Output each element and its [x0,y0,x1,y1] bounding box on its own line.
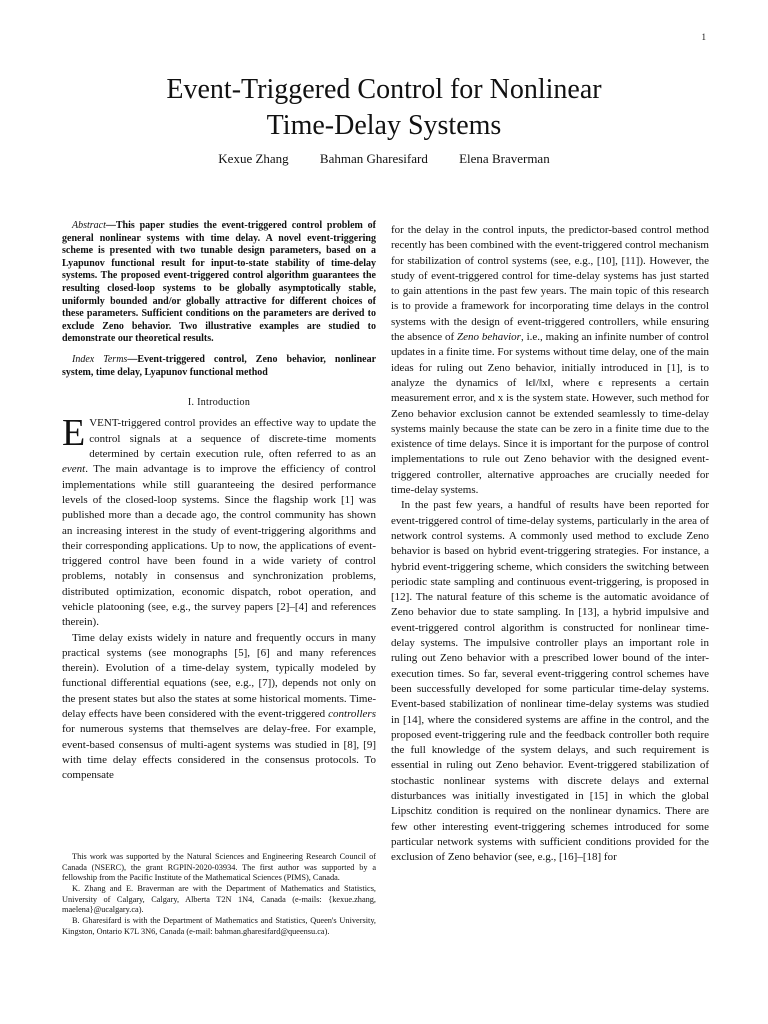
footnote-affiliation-2: B. Gharesifard is with the Department of Mathematics and Statistics, Queen's University, Kingston, Ontario K7L 3N6, Canada (e-mail: bahman.gharesifard@queensu.ca). [62,916,376,936]
footnotes [62,852,376,938]
intro-p2-text-b: for numerous systems that themselves are delay-free. For example, event-based consensus of multi-agent systems was studied in [8], [9] with time delay effects considered in the consensus protocols. To compensate [62,723,376,782]
intro-p2-emphasis: controllers [328,708,376,721]
page-number: 1 [701,32,706,42]
author-2: Bahman Gharesifard [319,151,428,166]
title-line-1: Event-Triggered Control for Nonlinear [166,74,602,105]
right-p1-emphasis: Zeno behavior [457,331,521,344]
intro-p2-text-a: Time delay exists widely in nature and frequently occurs in many practical systems (see monographs [5], [6] and many references therein). Evolution of a time-delay system, typically modeled by functional differential equations (see, e.g., [7]), depends not only on the present states but also the states at some historical moments. Time-delay effects have been considered with the event-triggered [62,631,376,721]
abstract [62,220,376,346]
intro-p1-text-a: VENT-triggered control provides an effective way to update the control signals at a sequence of discrete-time moments determined by certain execution rule, often referred to as an [89,417,376,461]
index-terms [62,354,376,379]
left-column [62,220,376,784]
index-terms-text: —Event-triggered control, Zeno behavior, nonlinear system, time delay, Lyapunov functional method [62,353,377,378]
right-p1-text-b: , i.e., making an infinite number of control updates in a finite time. For systems without time delay, one of the main ideas for ruling out Zeno behavior, initially introduced in [1], is to analyze the dynamics of ‖ϵ‖/‖x‖, where ϵ represents a certain measurement error, and x is the system state. However, such method for Zeno behavior exclusion cannot be extended seamlessly to time-delay systems mainly because the state can be zero in a finite time due to the existence of time delays. Since it is important for the purpose of control implementations to rule out Zeno behavior with the designed event-triggered controller, alternative approaches are crucially needed for time-delay systems. [391,331,709,497]
footnote-funding: This work was supported by the Natural Sciences and Engineering Research Council of Canada (NSERC), the grant RGPIN-2020-03934. The first author was supported by a fellowship from the Pacific Institute of the Mathematical Sciences (PIMS), Canada. [62,852,376,883]
index-terms-label: Index Terms [72,353,128,365]
intro-p1-text-b: . The main advantage is to improve the efficiency of control implementations while still guaranteeing the desired performance levels of the closed-loop systems. Since the flagship work [1] was published more than a decade ago, the control community has shown an increasing interest in the study of event-triggering algorithms and their corresponding applications. Up to now, the applications of event-triggered control have been found in a wide variety of control problems, notably in consensus and synchronization problems, distributed optimization, economic dispatch, robot operation, and vehicle platooning (see, e.g., the survey papers [2]–[4] and references therein). [62,463,376,629]
intro-p1-emphasis: event [62,463,86,476]
abstract-label: Abstract [72,220,106,231]
footnote-affiliation-1: K. Zhang and E. Braverman are with the Department of Mathematics and Statistics, University of Calgary, Calgary, Alberta T2N 1N4, Canada (e-mails: {kexue.zhang, maelena}@ucalgary.ca). [62,884,376,915]
author-3: Elena Braverman [459,151,550,166]
author-list [0,151,768,167]
intro-paragraph-1 [62,412,376,630]
title-line-2: Time-Delay Systems [266,110,502,141]
right-paragraph-2: In the past few years, a handful of results have been reported for event-triggered control of time-delay systems, particularly in the area of network control systems. A commonly used method to exclude Zeno behavior is based on hybrid event-triggering strategies. For instance, a hybrid event-triggering scheme, which considers the switching between periodic state sampling and continuous event-triggering, is proposed in [12]. The natural feature of this scheme is the automatic avoidance of Zeno behavior due to state sampling. In [13], a hybrid impulsive and event-triggered control algorithm is constructed for nonlinear time-delay systems. The impulsive controller plays an important role in ruling out Zeno behavior with a prescribed lower bound of the inter-execution times. So far, several event-triggering control schemes have been successfully developed for some particular time-delay systems. Event-based stabilization of nonlinear time-delay systems was studied in [14], where the considered systems are affine in the control, and the proposed event-triggering rule and the feedback controller both require the full knowledge of the system delays, and such requirement is essential in ruling out Zeno behavior. Event-triggered stabilization of stochastic nonlinear systems with discrete delays and external disturbances was initially investigated in [15] in which the global Lipschitz condition is required on the nonlinear dynamics. There are few other interesting event-triggering schemes introduced for some particular network systems with sufficient conditions provided for the exclusion of Zeno behavior (see, e.g., [16]–[18] for [391,499,709,864]
abstract-text: —This paper studies the event-triggered control problem of general nonlinear systems with time delay. A novel event-triggering scheme is presented with two tunable design parameters, based on a Lyapunov functional result for input-to-state stability of time-delay systems. The proposed event-triggered control algorithm guarantees the resulting closed-loop systems to be globally asymptotically stable, uniformly bounded and/or globally attractive for different choices of these parameters. Sufficient conditions on the parameters are derived to exclude Zeno behavior. Two illustrative examples are studied to demonstrate our theoretical results. [62,220,376,345]
paper-title [0,72,768,144]
section-heading: I. Introduction [187,397,251,409]
author-1: Kexue Zhang [218,151,289,166]
intro-paragraph-2 [62,631,376,784]
right-p1-text-a: for the delay in the control inputs, the predictor-based control method recently has been combined with the event-triggered control mechanism for stabilization of control systems (see, e.g., [10], [11]). However, the study of event-triggered control for time-delay systems has just started to gain attentions in the past few years. The main topic of this research is to provide a framework for incorporating time delays in the control systems with the design of event-triggered controllers, while ensuring the absence of [391,224,709,344]
right-paragraph-1 [391,223,709,498]
right-column [391,223,709,865]
dropcap: E [62,412,86,455]
